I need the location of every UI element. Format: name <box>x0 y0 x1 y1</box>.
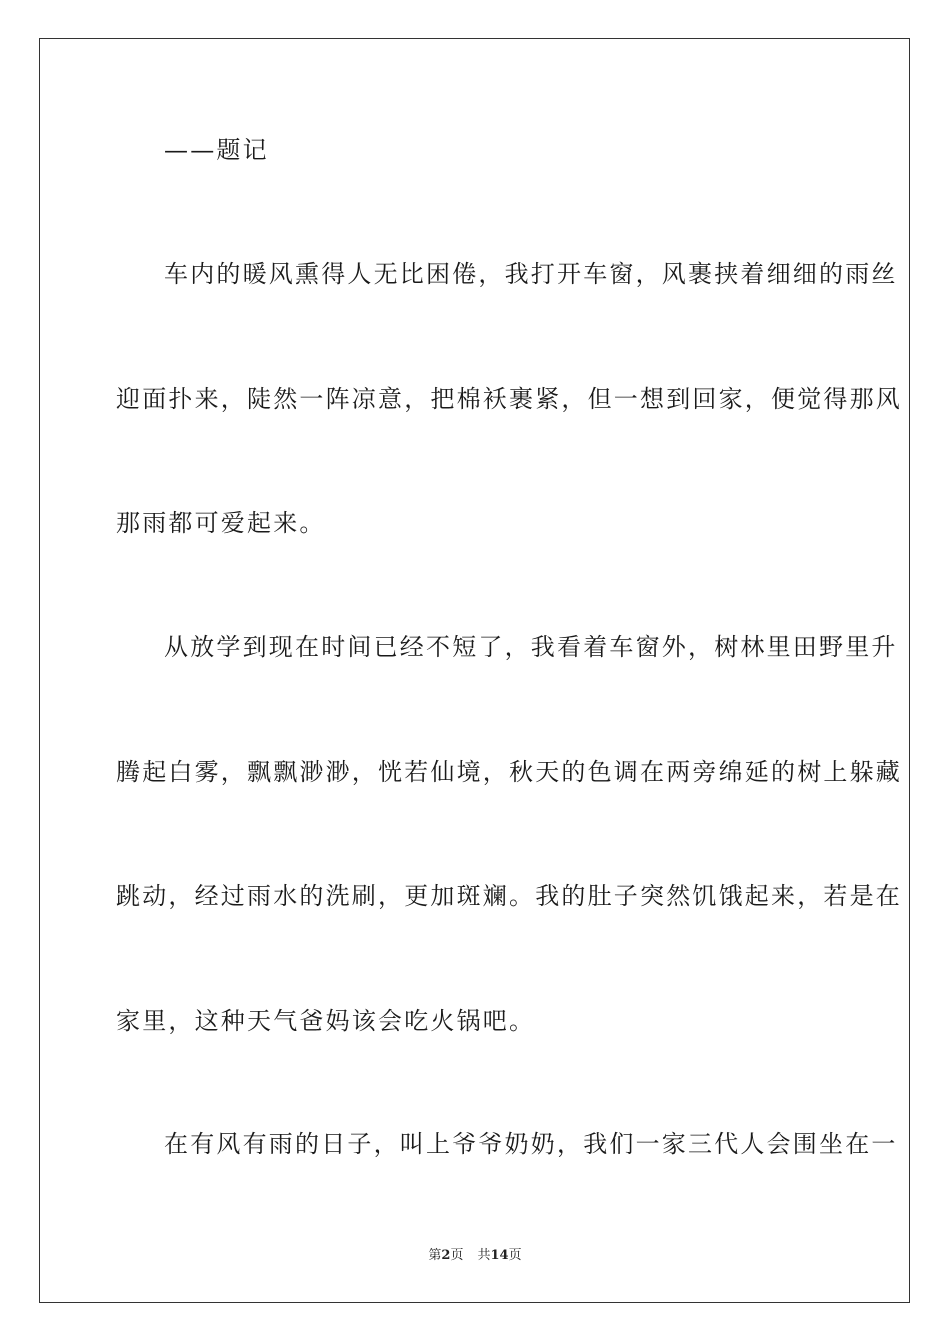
page-current: 2 <box>441 1248 451 1263</box>
page-footer <box>0 1247 950 1265</box>
paragraph-line-6: 跳动，经过雨水的洗刷，更加斑斓。我的肚子突然饥饿起来，若是在 <box>116 882 902 910</box>
paragraph-line-4: 从放学到现在时间已经不短了，我看着车窗外，树林里田野里升 <box>164 633 898 661</box>
paragraph-line-5: 腾起白雾，飘飘渺渺，恍若仙境，秋天的色调在两旁绵延的树上躲藏 <box>116 758 902 786</box>
page-total: 14 <box>490 1248 509 1263</box>
paragraph-line-3: 那雨都可爱起来。 <box>116 509 326 537</box>
paragraph-line-7: 家里，这种天气爸妈该会吃火锅吧。 <box>116 1007 536 1035</box>
epigraph: ——题记 <box>164 136 269 164</box>
page-unit: 页 <box>450 1248 464 1263</box>
paragraph-line-8: 在有风有雨的日子，叫上爷爷奶奶，我们一家三代人会围坐在一 <box>164 1130 898 1158</box>
total-prefix: 共 <box>477 1248 491 1263</box>
paragraph-line-2: 迎面扑来，陡然一阵凉意，把棉袄裹紧，但一想到回家，便觉得那风 <box>116 385 902 413</box>
paragraph-line-1: 车内的暖风熏得人无比困倦，我打开车窗，风裹挟着细细的雨丝 <box>164 260 898 288</box>
page-prefix: 第 <box>428 1248 442 1263</box>
total-unit: 页 <box>508 1248 522 1263</box>
page-border <box>39 38 910 1303</box>
